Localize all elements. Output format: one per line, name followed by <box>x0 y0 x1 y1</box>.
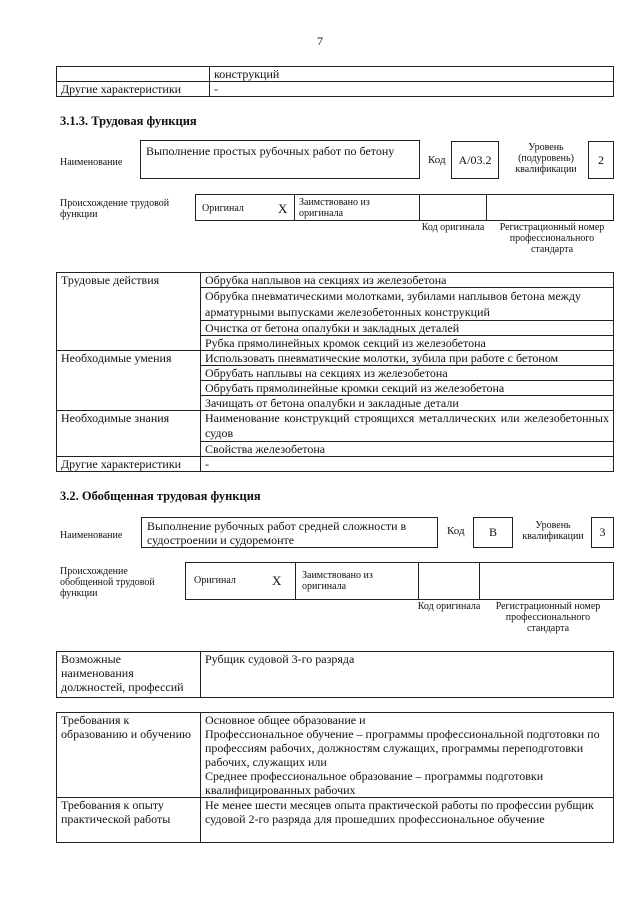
education-line: Среднее профессиональное образование – программы подготовки квалифицированных рабочих <box>205 769 544 797</box>
table-row <box>57 798 614 843</box>
knowledge-label: Необходимые знания <box>57 411 201 457</box>
actions-label: Трудовые действия <box>57 273 201 351</box>
knowledge-item: Свойства железобетона <box>201 442 614 457</box>
table-cell-label <box>57 67 210 82</box>
code-label: Код <box>428 154 446 166</box>
function-details-table <box>56 272 614 472</box>
experience-value: Не менее шести месяцев опыта практической работы по профессии рубщик судовой 2-го разряда для прошедших профессиональное обучение <box>201 798 614 843</box>
knowledge-text: Наименование конструкций строящихся металлических или железобетонных судов <box>205 411 609 440</box>
original-cell <box>185 562 296 600</box>
table-cell-label: Другие характеристики <box>57 82 210 97</box>
level-value-field: 3 <box>591 517 614 548</box>
positions-value: Рубщик судовой 3-го разряда <box>201 652 614 698</box>
table-row <box>57 713 614 798</box>
skill-item: Обрубать прямолинейные кромки секций из железобетона <box>201 381 614 396</box>
code-original-field <box>419 194 487 221</box>
skills-label: Необходимые умения <box>57 351 201 411</box>
origin-label: Происхождение трудовой функции <box>60 198 170 220</box>
borrowed-label: Заимствовано из оригинала <box>299 197 370 219</box>
original-cell <box>195 194 295 221</box>
reg-number-label: Регистрационный номер профессионального стандарта <box>495 601 601 634</box>
level-label: Уровень квалификации <box>522 520 584 542</box>
code-value-field: В <box>473 517 513 548</box>
level-label: Уровень (подуровень) квалификации <box>515 142 577 175</box>
table-cell-value: конструкций <box>210 67 614 82</box>
section-heading-3-1-3: 3.1.3. Трудовая функция <box>60 114 197 128</box>
level-value-field: 2 <box>588 141 614 179</box>
code-label: Код <box>447 525 465 537</box>
table-row <box>57 457 614 472</box>
table-row <box>57 67 614 82</box>
table-row <box>57 273 614 288</box>
action-item: Рубка прямолинейных кромок секций из железобетона <box>201 336 614 351</box>
skill-item: Зачищать от бетона опалубки и закладные детали <box>201 396 614 411</box>
table-row <box>57 351 614 366</box>
code-original-label: Код оригинала <box>421 222 485 233</box>
original-label: Оригинал <box>202 203 244 214</box>
knowledge-item <box>201 411 614 442</box>
function-name-field: Выполнение рубочных работ средней сложности в судостроении и судоремонте <box>141 517 438 548</box>
function-name-field: Выполнение простых рубочных работ по бетону <box>140 140 420 179</box>
table-cell-value: - <box>210 82 614 97</box>
education-line: Основное общее образование и <box>205 713 366 727</box>
top-continuation-table <box>56 66 614 97</box>
reg-number-field <box>479 562 614 600</box>
borrowed-cell <box>295 562 419 600</box>
positions-table <box>56 651 614 698</box>
other-label: Другие характеристики <box>57 457 201 472</box>
skill-item: Использовать пневматические молотки, зубила при работе с бетоном <box>201 351 614 366</box>
code-value-field: А/03.2 <box>451 141 499 179</box>
requirements-table <box>56 712 614 843</box>
name-label: Наименование <box>60 157 123 168</box>
skill-item: Обрубать наплывы на секциях из железобетона <box>201 366 614 381</box>
borrowed-label: Заимствовано из оригинала <box>302 570 373 592</box>
table-row <box>57 411 614 442</box>
code-original-field <box>418 562 480 600</box>
section-heading-3-2: 3.2. Обобщенная трудовая функция <box>60 489 261 503</box>
education-line: Профессиональное обучение – программы профессиональной подготовки по профессиям рабочих, должностям служащих, программы переподготовки рабочих, служащих или <box>205 727 600 769</box>
positions-label: Возможные наименования должностей, профессий <box>57 652 201 698</box>
page-number: 7 <box>317 34 323 48</box>
original-mark: X <box>272 573 282 588</box>
experience-label: Требования к опыту практической работы <box>57 798 201 843</box>
other-value: - <box>201 457 614 472</box>
reg-number-field <box>486 194 614 221</box>
table-row <box>57 82 614 97</box>
action-item: Обрубка пневматическими молотками, зубилами наплывов бетона между арматурными выпусками железобетонных конструкций <box>201 288 614 321</box>
action-item: Обрубка наплывов на секциях из железобетона <box>201 273 614 288</box>
original-label: Оригинал <box>194 575 236 586</box>
origin-label: Происхождение обобщенной трудовой функции <box>60 566 155 599</box>
table-row <box>57 652 614 698</box>
education-label: Требования к образованию и обучению <box>57 713 201 798</box>
reg-number-label: Регистрационный номер профессионального стандарта <box>499 222 605 255</box>
action-item: Очистка от бетона опалубки и закладных деталей <box>201 321 614 336</box>
original-mark: X <box>278 201 288 216</box>
borrowed-cell <box>294 194 420 221</box>
education-value <box>201 713 614 798</box>
code-original-label: Код оригинала <box>417 601 481 612</box>
name-label: Наименование <box>60 530 123 541</box>
